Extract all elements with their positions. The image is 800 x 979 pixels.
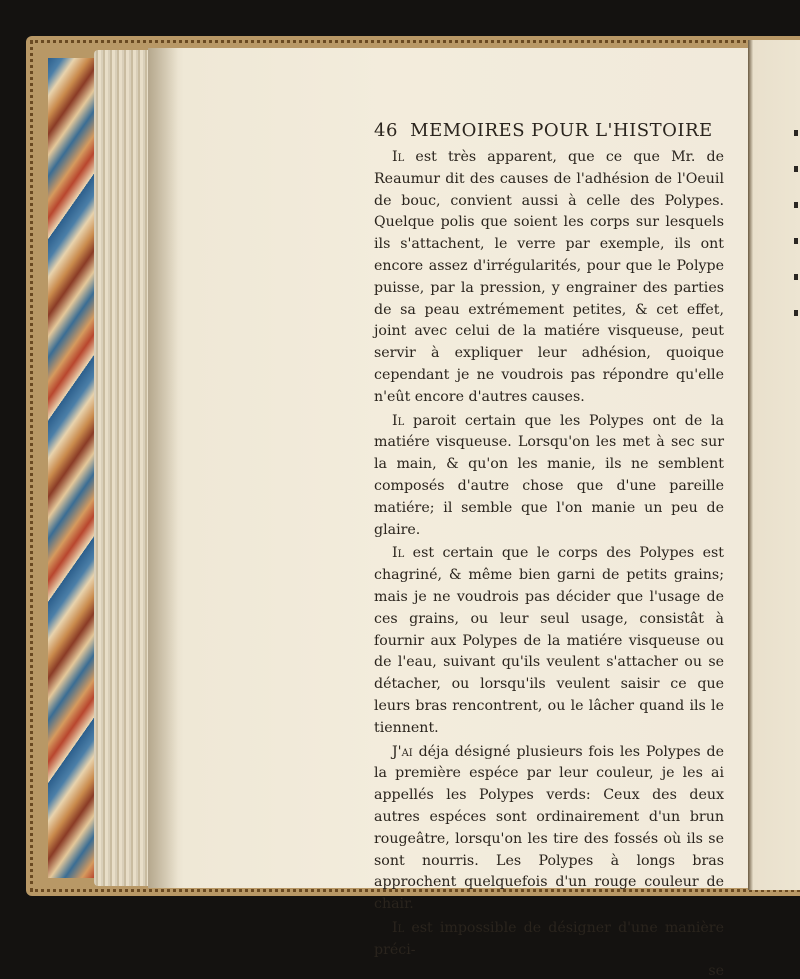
paragraph-text: est très apparent, que ce que Mr. de Reaumur dit des causes de l'adhésion de l'Oeuil de bouc, convient aussi à celle des Polypes. Quelque polis que soient les corps sur lesquels ils s'attachent, le verre par exemple, ils ont encore assez d'irrégularités, pour que le Polype puisse, par la pression, y engrainer des parties de sa peau extrémement petites, & cet effet, joint avec celui de la matiére visqueuse, peut servir à expliquer leur adhésion, quoique cependant je ne voudrois pas répondre qu'elle n'eût encore d'autres causes. — [374, 149, 724, 405]
paragraph-text: est certain que le corps des Polypes est chagriné, & même bien garni de petits grains; mais je ne voudrois pas décider que l'usage de ces grains, ou leur seul usage, consistât à fournir aux Polypes de la matiére visqueuse ou de l'eau, suivant qu'ils veulent s'attacher ou se détacher, ou lorsqu'ils veulent saisir ce que leurs bras rencontrent, ou le lâcher quand ils le tiennent. — [374, 545, 724, 736]
paragraph — [374, 147, 724, 409]
facing-page-text-fragments — [792, 130, 800, 346]
paragraph-lead: Il — [392, 545, 405, 562]
page-text — [374, 120, 724, 979]
marbled-endpaper — [48, 58, 98, 878]
running-head-title: MEMOIRES POUR L'HISTOIRE — [410, 120, 713, 141]
paragraph-lead: Il — [392, 919, 405, 936]
paragraph — [374, 543, 724, 739]
gutter-shadow — [148, 48, 178, 888]
catchword: se — [708, 963, 724, 979]
paragraph-text: paroit certain que les Polypes ont de la matiére visqueuse. Lorsqu'on les met à sec sur la main, & qu'on les manie, ils ne semblent composés d'autre chose que d'une pareille matiére; il semble que l'on manie un peu de glaire. — [374, 412, 725, 538]
paragraph-text: déja désigné plusieurs fois les Polypes de la première espéce par leur couleur, je les ai appellés les Polypes verds: Ceux des deux autres espéces sont ordinairement d'un brun rougeâtre, lorsqu'on les tire des fossés où ils se sont nourris. Les Polypes à longs bras approchent quelquefois d'un rouge couleur de chair. — [374, 743, 724, 913]
page-number: 46 — [374, 120, 398, 141]
running-header — [374, 120, 724, 141]
paragraph-lead: J'ai — [392, 743, 413, 760]
paragraph — [374, 411, 724, 542]
paragraph-lead: Il — [392, 149, 405, 165]
paragraph-lead: Il — [392, 412, 405, 429]
paragraph — [374, 742, 724, 916]
paragraph — [374, 918, 724, 962]
paragraph-text: est impossible de désigner d'une manière préci- — [374, 919, 724, 958]
